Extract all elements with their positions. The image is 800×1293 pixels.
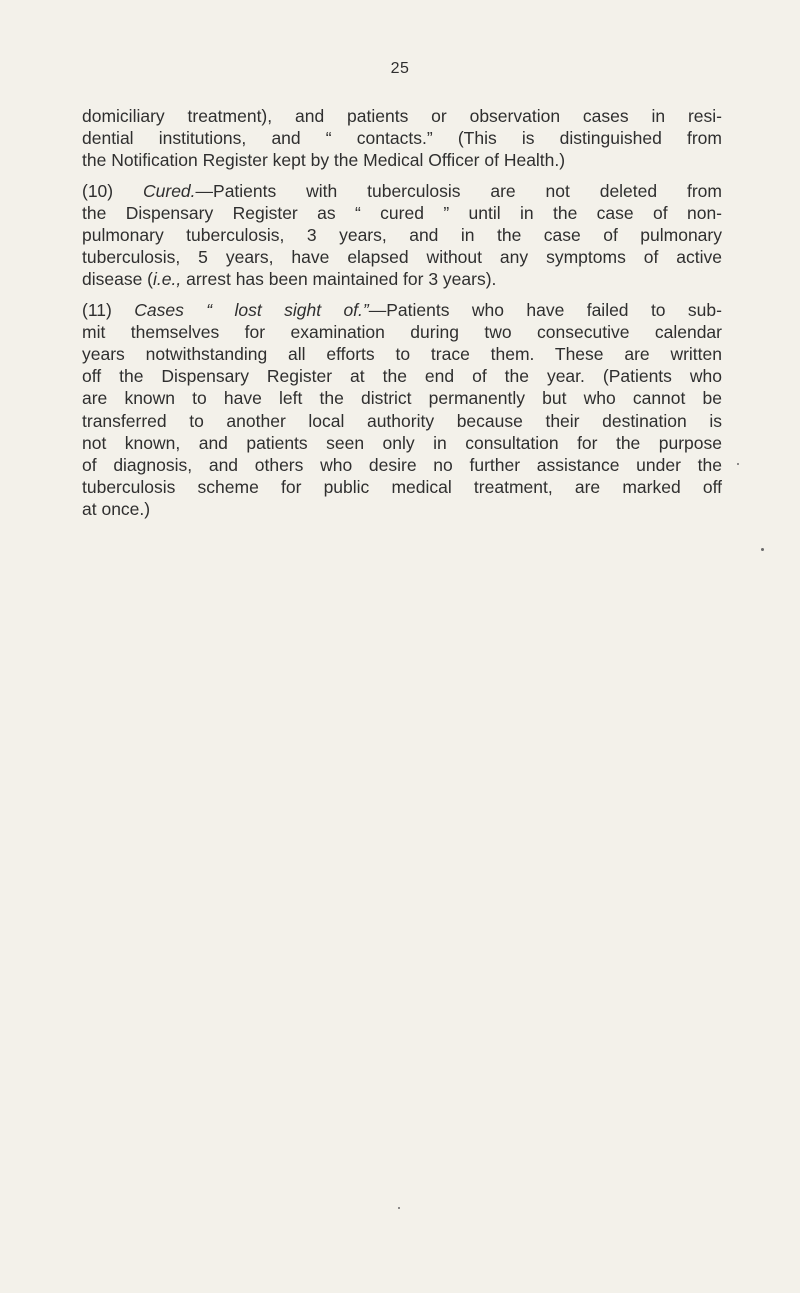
paragraph-heading: Cases “ lost sight of.”: [134, 299, 369, 320]
text-fragment: disease (: [82, 269, 154, 290]
text-line: domiciliary treatment), and patients or observation cases in resi-: [82, 106, 722, 126]
paragraph-number: (10): [82, 180, 114, 201]
text-line: dential institutions, and “ contacts.” (This is distinguished from: [82, 128, 722, 149]
text-line: off the Dispensary Register at the end of the year. (Patients who: [82, 366, 722, 387]
text-line: mit themselves for examination during two consecutive calendar: [82, 321, 722, 342]
text-fragment: —Patients who have failed to sub-: [368, 299, 722, 320]
text-line: the Dispensary Register as “ cured ” until in the case of non-: [82, 202, 722, 223]
text-line: tuberculosis scheme for public medical treatment, are marked off: [82, 477, 722, 498]
text-line: are known to have left the district permanently but who cannot be: [82, 388, 722, 409]
paper-speck: [398, 1207, 400, 1209]
paragraph-continuation: [82, 105, 722, 172]
text-line: not known, and patients seen only in consultation for the purpose: [82, 432, 722, 453]
body-text: [82, 105, 722, 521]
paragraph-number: (11): [82, 299, 112, 320]
text-line: pulmonary tuberculosis, 3 years, and in the case of pulmonary: [82, 225, 722, 246]
text-line: transferred to another local authority because their destination is: [82, 410, 722, 431]
paragraph-cured: [82, 180, 722, 291]
page-number: 25: [390, 60, 410, 77]
paper-speck: [761, 548, 764, 551]
paper-speck: [737, 463, 739, 465]
paragraph-lost-sight: [82, 299, 722, 521]
paragraph-heading: Cured.: [143, 180, 196, 201]
text-line: [82, 268, 722, 290]
text-line: tuberculosis, 5 years, have elapsed without any symptoms of active: [82, 247, 722, 268]
text-fragment: arrest has been maintained for 3 years).: [181, 269, 497, 290]
italic-abbreviation: i.e.,: [153, 269, 182, 290]
text-line: at once.): [82, 499, 151, 520]
text-line: [82, 180, 722, 202]
text-fragment: —Patients with tuberculosis are not deleted from: [195, 180, 722, 201]
text-line: [82, 299, 722, 321]
text-line: years notwithstanding all efforts to trace them. These are written: [82, 344, 722, 365]
text-line: the Notification Register kept by the Medical Officer of Health.): [82, 150, 566, 171]
text-line: of diagnosis, and others who desire no further assistance under the: [82, 455, 722, 476]
